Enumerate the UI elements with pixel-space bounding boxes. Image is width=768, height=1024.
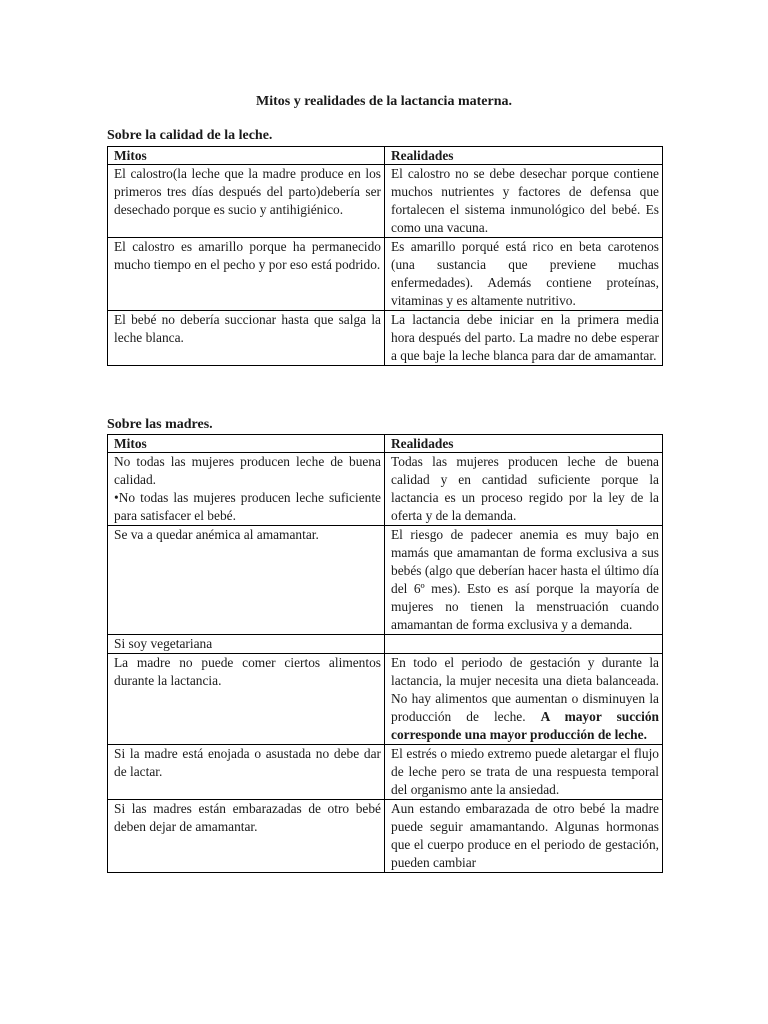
mito-cell: El calostro es amarillo porque ha permanecido mucho tiempo en el pecho y por eso está podrido.	[108, 238, 385, 311]
realidad-text: En todo el periodo de gestación y durante la lactancia, la mujer necesita una dieta balanceada. No hay alimentos que aumentan o disminuyen la producción de leche.	[391, 655, 659, 724]
realidad-cell: El riesgo de padecer anemia es muy bajo en mamás que amamantan de forma exclusiva a sus bebés (algo que deberían hacer hasta el último día del 6º mes). Esto es así porque la mayoría de mujeres no tienen la menstruación cuando amamantan de forma exclusiva y a demanda.	[385, 526, 663, 635]
mito-cell: Si las madres están embarazadas de otro bebé deben dejar de amamantar.	[108, 800, 385, 873]
mito-cell: Si soy vegetariana	[108, 635, 385, 654]
table-row	[108, 526, 663, 635]
header-realidades: Realidades	[385, 435, 663, 453]
realidad-cell	[385, 654, 663, 745]
mito-cell: El calostro(la leche que la madre produce en los primeros tres días después del parto)debería ser desechado porque es sucio y antihigiénico.	[108, 165, 385, 238]
table-row	[108, 453, 663, 526]
mito-cell: El bebé no debería succionar hasta que salga la leche blanca.	[108, 311, 385, 366]
section-heading-madres: Sobre las madres.	[107, 417, 213, 432]
table-row	[108, 654, 663, 745]
table-row	[108, 745, 663, 800]
table-sobre-madres	[107, 434, 663, 873]
mito-bullet-line: •No todas las mujeres producen leche suficiente para satisfacer el bebé.	[114, 490, 381, 523]
realidad-bold-text: A mayor succión corresponde una mayor producción de leche.	[391, 709, 659, 742]
realidad-cell: La lactancia debe iniciar en la primera media hora después del parto. La madre no debe esperar a que baje la leche blanca para dar de amamantar.	[385, 311, 663, 366]
table-header-row	[108, 435, 663, 453]
realidad-cell: Aun estando embarazada de otro bebé la madre puede seguir amamantando. Algunas hormonas que el cuerpo produce en el periodo de gestación, pueden cambiar	[385, 800, 663, 873]
table-row	[108, 165, 663, 238]
realidad-cell	[385, 635, 663, 654]
header-mitos: Mitos	[108, 147, 385, 165]
table-row	[108, 635, 663, 654]
mito-cell: La madre no puede comer ciertos alimentos durante la lactancia.	[108, 654, 385, 745]
mito-line: No todas las mujeres producen leche de buena calidad.	[114, 454, 381, 487]
header-mitos: Mitos	[108, 435, 385, 453]
table-row	[108, 311, 663, 366]
mito-cell	[108, 453, 385, 526]
header-realidades: Realidades	[385, 147, 663, 165]
mito-cell: Si la madre está enojada o asustada no debe dar de lactar.	[108, 745, 385, 800]
realidad-cell: Todas las mujeres producen leche de buena calidad y en cantidad suficiente porque la lactancia es un proceso regido por la ley de la oferta y de la demanda.	[385, 453, 663, 526]
document-title: Mitos y realidades de la lactancia materna.	[256, 94, 512, 109]
table-header-row	[108, 147, 663, 165]
table-row	[108, 800, 663, 873]
mito-cell: Se va a quedar anémica al amamantar.	[108, 526, 385, 635]
section-heading-calidad: Sobre la calidad de la leche.	[107, 128, 273, 143]
realidad-cell: El estrés o miedo extremo puede aletargar el flujo de leche pero se trata de una respuesta temporal del organismo ante la ansiedad.	[385, 745, 663, 800]
realidad-cell: El calostro no se debe desechar porque contiene muchos nutrientes y factores de defensa que fortalecen el sistema inmunológico del bebé. Es como una vacuna.	[385, 165, 663, 238]
realidad-cell: Es amarillo porqué está rico en beta carotenos (una sustancia que previene muchas enfermedades). Además contiene proteínas, vitaminas y es altamente nutritivo.	[385, 238, 663, 311]
table-row	[108, 238, 663, 311]
table-calidad-leche	[107, 146, 663, 366]
